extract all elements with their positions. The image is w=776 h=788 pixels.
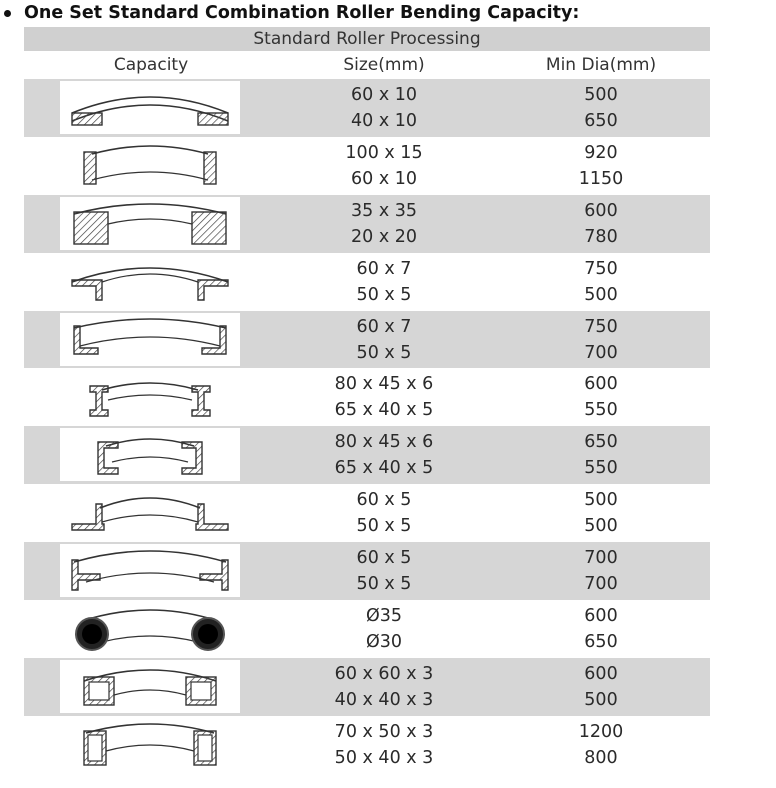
min-dia-value: 800 (584, 747, 618, 768)
profile-diagram (60, 660, 240, 713)
min-dia-values (584, 253, 617, 311)
section-banner: Standard Roller Processing (24, 27, 710, 51)
min-dia-values (579, 137, 624, 195)
min-dia-values (584, 79, 617, 137)
page-title (4, 1, 579, 25)
min-dia-value: 500 (584, 284, 618, 305)
size-value: 50 x 5 (356, 342, 412, 363)
angle-leg-out-icon (62, 256, 238, 306)
min-dia-values (584, 658, 617, 716)
table-row (24, 716, 710, 774)
size-value: 50 x 40 x 3 (334, 747, 434, 768)
size-value: 65 x 40 x 5 (334, 458, 434, 479)
min-dia-value: 1150 (578, 168, 624, 189)
size-values (335, 658, 434, 716)
size-values (335, 716, 434, 774)
min-dia-values (584, 426, 617, 484)
size-values (351, 195, 417, 253)
min-dia-value: 1200 (578, 721, 624, 742)
min-dia-value: 650 (584, 110, 618, 131)
min-dia-value: 700 (584, 574, 618, 595)
size-value: Ø35 (365, 605, 403, 626)
flat-bar-edgeways-icon (62, 140, 238, 190)
size-values (357, 311, 412, 369)
table-row (24, 253, 710, 311)
profile-diagram (60, 486, 240, 539)
min-dia-value: 550 (584, 458, 618, 479)
min-dia-value: 750 (584, 258, 618, 279)
size-values (366, 600, 402, 658)
header-capacity: Capacity (113, 55, 189, 75)
square-bar-icon (62, 198, 238, 248)
table-row (24, 137, 710, 195)
round-bar-icon (62, 604, 238, 654)
min-dia-value: 750 (584, 316, 618, 337)
table-row (24, 311, 710, 369)
size-value: 20 x 20 (350, 226, 418, 247)
size-values (357, 542, 412, 600)
min-dia-value: 550 (584, 400, 618, 421)
header-size: Size(mm) (343, 55, 425, 75)
table-header (24, 53, 710, 78)
size-value: 70 x 50 x 3 (334, 721, 434, 742)
profile-diagram (60, 81, 240, 134)
min-dia-value: 650 (584, 631, 618, 652)
channel-flange-in-icon (62, 430, 238, 480)
min-dia-value: 780 (584, 226, 618, 247)
table-row (24, 600, 710, 658)
size-values (357, 253, 412, 311)
size-value: 60 x 7 (356, 258, 412, 279)
header-min-dia: Min Dia(mm) (545, 55, 657, 75)
size-value: 60 x 10 (350, 84, 418, 105)
profile-diagram (60, 602, 240, 655)
tee-bar-in-icon (62, 546, 238, 596)
size-values (351, 79, 417, 137)
size-value: 80 x 45 x 6 (334, 374, 434, 395)
bullet-icon (4, 10, 11, 17)
profile-diagram (60, 255, 240, 308)
min-dia-values (579, 716, 624, 774)
min-dia-value: 600 (584, 663, 618, 684)
size-values (345, 137, 422, 195)
size-value: 65 x 40 x 5 (334, 400, 434, 421)
table-row (24, 658, 710, 716)
min-dia-value: 600 (584, 605, 618, 626)
size-value: 60 x 5 (356, 490, 412, 511)
table-row (24, 79, 710, 137)
size-value: 60 x 7 (356, 316, 412, 337)
table-row (24, 484, 710, 542)
profile-diagram (60, 139, 240, 192)
min-dia-value: 600 (584, 374, 618, 395)
table-row (24, 542, 710, 600)
size-value: 100 x 15 (345, 142, 423, 163)
title-text: One Set Standard Combination Roller Bending Capacity: (24, 3, 580, 23)
profile-diagram (60, 428, 240, 481)
table-row (24, 368, 710, 426)
min-dia-value: 600 (584, 200, 618, 221)
profile-diagram (60, 313, 240, 366)
min-dia-values (584, 600, 617, 658)
size-value: 50 x 5 (356, 516, 412, 537)
profile-diagram (60, 544, 240, 597)
profile-diagram (60, 197, 240, 250)
size-values (357, 484, 412, 542)
rectangular-tube-icon (62, 719, 238, 769)
table-row (24, 195, 710, 253)
min-dia-values (584, 311, 617, 369)
min-dia-values (584, 484, 617, 542)
table-row (24, 426, 710, 484)
size-value: 60 x 60 x 3 (334, 663, 434, 684)
size-value: 60 x 10 (350, 168, 418, 189)
min-dia-value: 700 (584, 548, 618, 569)
min-dia-value: 650 (584, 432, 618, 453)
size-value: 40 x 40 x 3 (334, 689, 434, 710)
size-values (335, 368, 434, 426)
flat-bar-icon (62, 83, 238, 133)
size-value: 50 x 5 (356, 574, 412, 595)
min-dia-value: 500 (584, 84, 618, 105)
size-value: 80 x 45 x 6 (334, 432, 434, 453)
size-value: 40 x 10 (350, 110, 418, 131)
size-value: 50 x 5 (356, 284, 412, 305)
profile-diagram (60, 370, 240, 423)
size-value: 60 x 5 (356, 548, 412, 569)
min-dia-value: 500 (584, 516, 618, 537)
size-value: Ø30 (365, 631, 403, 652)
angle-leg-in-icon (62, 314, 238, 364)
min-dia-value: 700 (584, 342, 618, 363)
min-dia-values (584, 542, 617, 600)
channel-flange-out-icon (62, 372, 238, 422)
size-values (335, 426, 434, 484)
tee-bar-out-icon (62, 488, 238, 538)
min-dia-values (584, 195, 617, 253)
min-dia-value: 500 (584, 689, 618, 710)
min-dia-value: 500 (584, 490, 618, 511)
size-value: 35 x 35 (350, 200, 418, 221)
profile-diagram (60, 718, 240, 771)
capacity-table (24, 79, 710, 774)
min-dia-values (584, 368, 617, 426)
min-dia-value: 920 (584, 142, 618, 163)
square-tube-icon (62, 661, 238, 711)
